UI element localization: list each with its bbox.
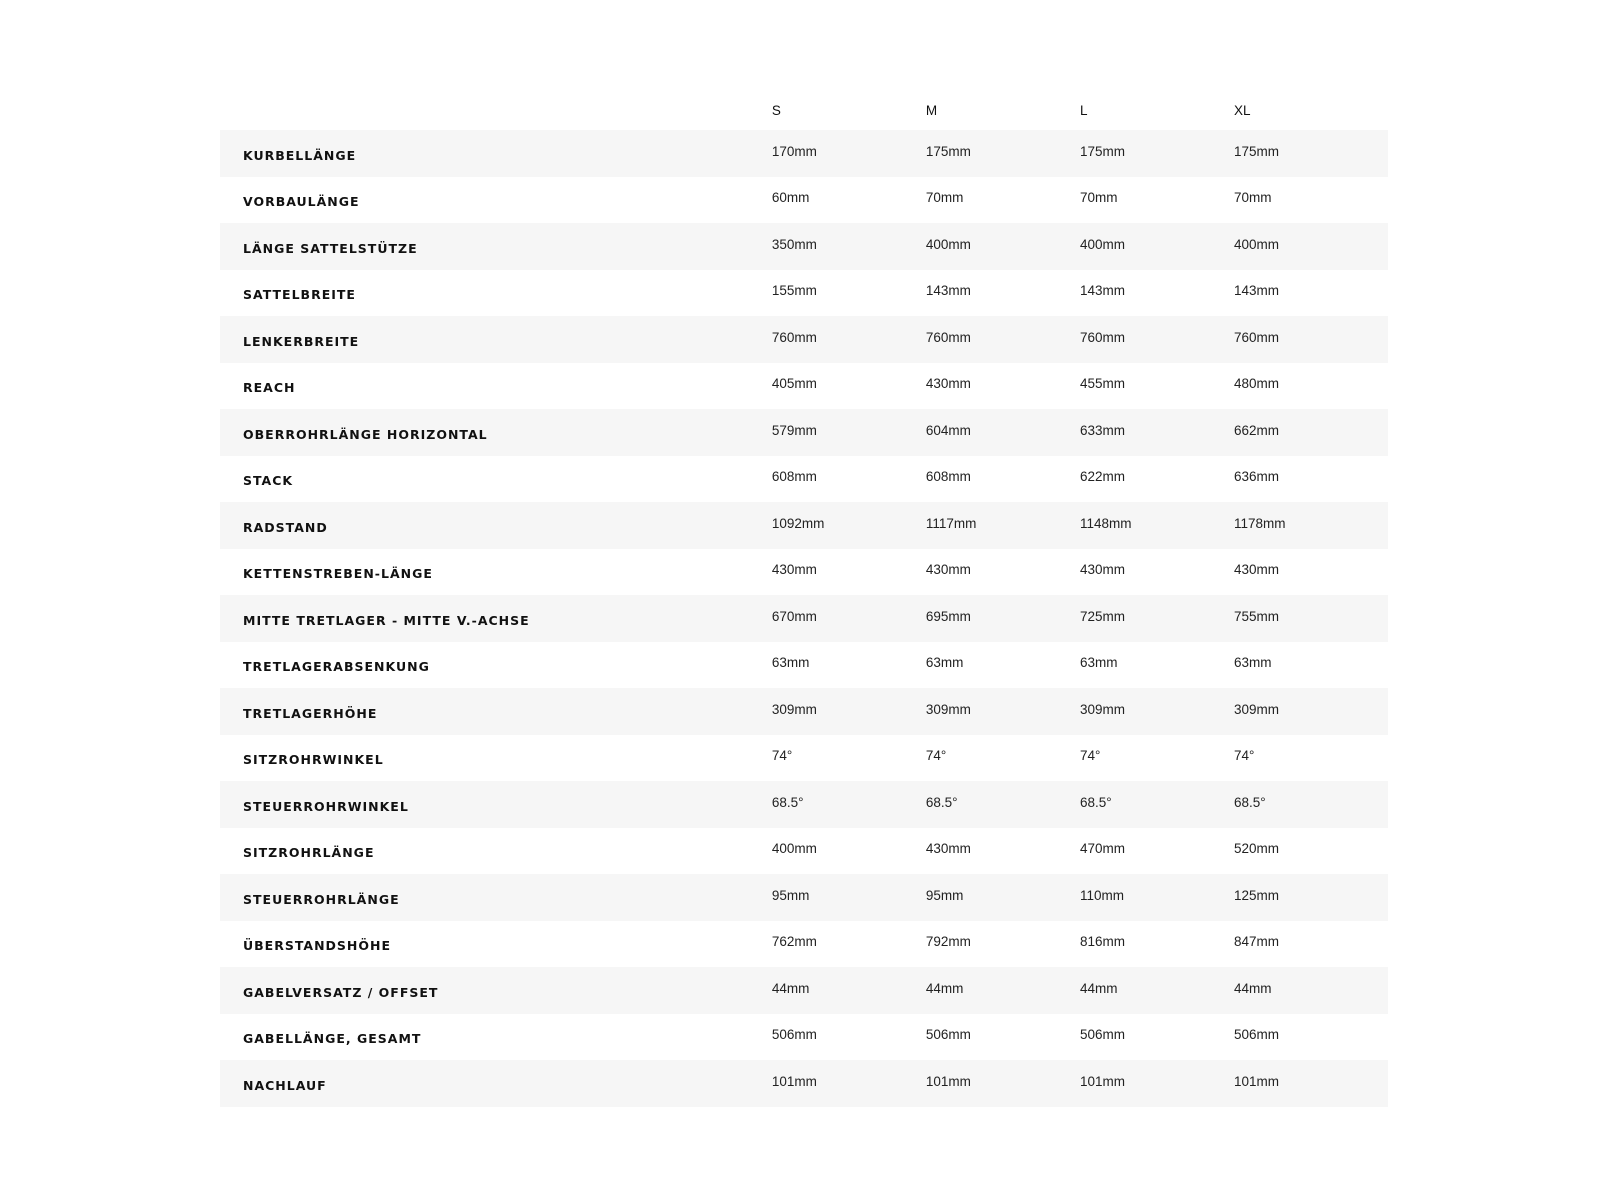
row-value-l: 455mm — [1079, 376, 1125, 392]
row-value-xl: 44mm — [1233, 980, 1272, 996]
row-value-s: 170mm — [771, 143, 817, 159]
row-value-m: 695mm — [925, 608, 971, 624]
row-value-xl: 125mm — [1233, 887, 1279, 903]
row-value-s: 74° — [771, 748, 793, 764]
table-row — [220, 874, 1388, 921]
table-row — [220, 688, 1388, 735]
table-row — [220, 223, 1388, 270]
row-value-l: 633mm — [1079, 422, 1125, 438]
row-value-xl: 506mm — [1233, 1027, 1279, 1043]
size-header-m: M — [925, 102, 938, 118]
row-label: GABELVERSATZ / OFFSET — [243, 984, 439, 1000]
row-value-m: 68.5° — [925, 794, 958, 810]
row-value-m: 430mm — [925, 562, 971, 578]
row-value-s: 350mm — [771, 236, 817, 252]
row-value-s: 309mm — [771, 701, 817, 717]
row-value-l: 1148mm — [1079, 515, 1132, 531]
table-row — [220, 735, 1388, 782]
table-row — [220, 1060, 1388, 1107]
row-label: MITTE TRETLAGER - MITTE V.-ACHSE — [243, 612, 530, 628]
row-value-l: 622mm — [1079, 469, 1125, 485]
row-value-xl: 636mm — [1233, 469, 1279, 485]
row-value-s: 670mm — [771, 608, 817, 624]
row-value-xl: 74° — [1233, 748, 1255, 764]
row-value-l: 101mm — [1079, 1073, 1125, 1089]
row-value-m: 74° — [925, 748, 947, 764]
row-value-l: 143mm — [1079, 283, 1125, 299]
row-value-m: 175mm — [925, 143, 971, 159]
row-label: STEUERROHRWINKEL — [243, 798, 409, 814]
row-value-m: 400mm — [925, 236, 971, 252]
table-row — [220, 270, 1388, 317]
row-value-m: 63mm — [925, 655, 964, 671]
table-row — [220, 502, 1388, 549]
row-value-s: 608mm — [771, 469, 817, 485]
row-label: TRETLAGERABSENKUNG — [243, 659, 430, 675]
table-row — [220, 177, 1388, 224]
row-value-s: 60mm — [771, 190, 810, 206]
row-value-xl: 70mm — [1233, 190, 1272, 206]
row-value-xl: 400mm — [1233, 236, 1279, 252]
row-value-xl: 175mm — [1233, 143, 1279, 159]
row-label: SATTELBREITE — [243, 287, 356, 303]
row-value-l: 816mm — [1079, 934, 1125, 950]
table-row — [220, 642, 1388, 689]
size-header-s: S — [771, 102, 781, 118]
row-value-m: 792mm — [925, 934, 971, 950]
row-label: GABELLÄNGE, GESAMT — [243, 1031, 422, 1047]
row-value-m: 760mm — [925, 329, 971, 345]
row-label: LENKERBREITE — [243, 333, 360, 349]
row-value-l: 110mm — [1079, 887, 1124, 903]
row-value-xl: 63mm — [1233, 655, 1272, 671]
row-value-s: 430mm — [771, 562, 817, 578]
row-value-l: 63mm — [1079, 655, 1118, 671]
row-value-s: 405mm — [771, 376, 817, 392]
row-value-xl: 430mm — [1233, 562, 1279, 578]
row-label: STEUERROHRLÄNGE — [243, 891, 400, 907]
row-value-m: 608mm — [925, 469, 971, 485]
row-label: RADSTAND — [243, 519, 328, 535]
row-value-l: 470mm — [1079, 841, 1125, 857]
row-value-m: 1117mm — [925, 515, 977, 531]
row-value-m: 309mm — [925, 701, 971, 717]
row-label: NACHLAUF — [243, 1077, 327, 1093]
row-value-xl: 662mm — [1233, 422, 1279, 438]
row-value-m: 70mm — [925, 190, 964, 206]
row-label: SITZROHRWINKEL — [243, 752, 384, 768]
row-value-l: 430mm — [1079, 562, 1125, 578]
row-value-l: 74° — [1079, 748, 1101, 764]
table-row — [220, 1014, 1388, 1061]
row-value-m: 430mm — [925, 376, 971, 392]
table-row — [220, 549, 1388, 596]
table-row — [220, 130, 1388, 177]
row-value-xl: 480mm — [1233, 376, 1279, 392]
row-value-l: 309mm — [1079, 701, 1125, 717]
row-value-xl: 143mm — [1233, 283, 1279, 299]
row-label: SITZROHRLÄNGE — [243, 845, 375, 861]
row-value-s: 760mm — [771, 329, 817, 345]
table-row — [220, 456, 1388, 503]
row-value-m: 506mm — [925, 1027, 971, 1043]
row-value-xl: 755mm — [1233, 608, 1279, 624]
row-value-xl: 309mm — [1233, 701, 1279, 717]
row-value-s: 579mm — [771, 422, 817, 438]
row-value-l: 44mm — [1079, 980, 1118, 996]
geometry-table — [220, 86, 1388, 1107]
table-row — [220, 921, 1388, 968]
row-label: REACH — [243, 380, 296, 396]
row-label: VORBAULÄNGE — [243, 194, 360, 210]
row-value-m: 95mm — [925, 887, 964, 903]
row-value-s: 1092mm — [771, 515, 825, 531]
table-row — [220, 781, 1388, 828]
row-value-s: 63mm — [771, 655, 810, 671]
row-value-xl: 68.5° — [1233, 794, 1266, 810]
table-row — [220, 409, 1388, 456]
row-label: TRETLAGERHÖHE — [243, 705, 378, 721]
table-header-row — [220, 86, 1388, 130]
row-label: ÜBERSTANDSHÖHE — [243, 938, 392, 954]
table-row — [220, 363, 1388, 410]
row-value-m: 430mm — [925, 841, 971, 857]
row-value-xl: 847mm — [1233, 934, 1279, 950]
row-value-l: 760mm — [1079, 329, 1125, 345]
table-row — [220, 828, 1388, 875]
row-value-s: 400mm — [771, 841, 817, 857]
row-value-l: 400mm — [1079, 236, 1125, 252]
row-value-m: 604mm — [925, 422, 971, 438]
row-label: LÄNGE SATTELSTÜTZE — [243, 240, 418, 256]
row-label: KURBELLÄNGE — [243, 147, 357, 163]
table-row — [220, 967, 1388, 1014]
table-body — [220, 130, 1388, 1107]
row-value-xl: 520mm — [1233, 841, 1279, 857]
row-value-m: 143mm — [925, 283, 971, 299]
row-value-s: 95mm — [771, 887, 810, 903]
row-value-s: 68.5° — [771, 794, 804, 810]
row-value-l: 506mm — [1079, 1027, 1125, 1043]
row-value-l: 70mm — [1079, 190, 1118, 206]
row-value-xl: 101mm — [1233, 1073, 1279, 1089]
row-value-s: 44mm — [771, 980, 810, 996]
row-value-m: 44mm — [925, 980, 964, 996]
size-header-l: L — [1079, 102, 1088, 118]
table-row — [220, 595, 1388, 642]
row-value-l: 175mm — [1079, 143, 1125, 159]
row-label: KETTENSTREBEN-LÄNGE — [243, 566, 433, 582]
row-value-xl: 760mm — [1233, 329, 1279, 345]
table-row — [220, 316, 1388, 363]
row-value-s: 506mm — [771, 1027, 817, 1043]
size-header-xl: XL — [1233, 102, 1251, 118]
row-value-xl: 1178mm — [1233, 515, 1286, 531]
row-value-l: 68.5° — [1079, 794, 1112, 810]
row-value-l: 725mm — [1079, 608, 1125, 624]
row-value-s: 101mm — [771, 1073, 817, 1089]
row-label: OBERROHRLÄNGE HORIZONTAL — [243, 426, 488, 442]
row-value-s: 155mm — [771, 283, 817, 299]
row-label: STACK — [243, 473, 294, 489]
row-value-m: 101mm — [925, 1073, 971, 1089]
row-value-s: 762mm — [771, 934, 817, 950]
